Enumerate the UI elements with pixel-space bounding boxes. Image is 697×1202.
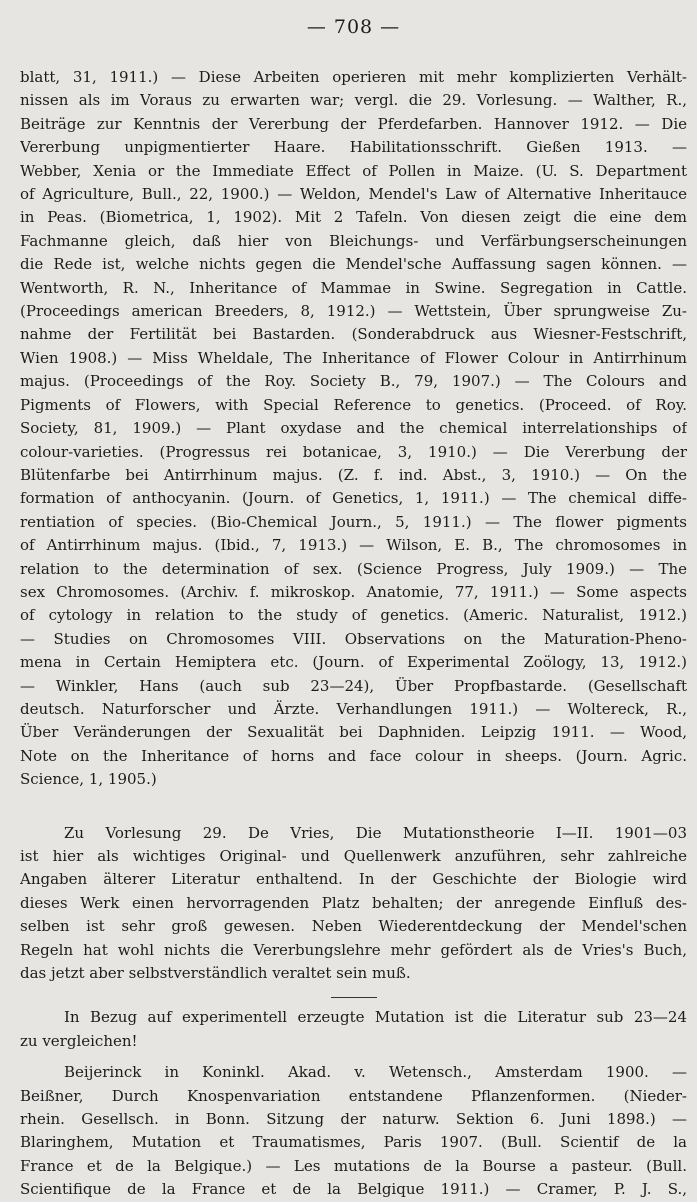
page-number: — 708 —	[306, 16, 401, 38]
text-line: of cytology in relation to the study of genetics. (Americ. Naturalist, 1912.)	[20, 606, 687, 625]
text-line: — Studies on Chromosomes VIII. Observations on the Maturation-Pheno-	[20, 629, 687, 648]
text-line: Blaringhem, Mutation et Traumatismes, Paris 1907. (Bull. Scientif de la	[20, 1133, 687, 1152]
text-line: Vererbung unpigmentierter Haare. Habilitationsschrift. Gießen 1913. —	[20, 138, 687, 157]
paragraph-spacer	[20, 792, 687, 822]
text-line: colour-varieties. (Progressus rei botanicae, 3, 1910.) — Die Vererbung der	[20, 442, 687, 461]
paragraph-spacer	[20, 1053, 687, 1061]
text-line: in Peas. (Biometrica, 1, 1902). Mit 2 Tafeln. Von diesen zeigt die eine dem	[20, 208, 687, 227]
mutation-intro	[20, 1006, 687, 1053]
text-line: ist hier als wichtiges Original- und Quellenwerk anzuführen, sehr zahlreiche	[20, 847, 687, 865]
text-line: dieses Werk einen hervorragenden Platz behalten; der anregende Einfluß des-	[20, 893, 687, 912]
text-line: deutsch. Naturforscher und Ärzte. Verhandlungen 1911.) — Woltereck, R.,	[20, 699, 687, 718]
text-line: Note on the Inheritance of horns and face colour in sheeps. (Journ. Agric.	[20, 746, 687, 765]
text-line: mena in Certain Hemiptera etc. (Journ. of Experimental Zoölogy, 13, 1912.)	[20, 653, 687, 672]
text-line: (Proceedings american Breeders, 8, 1912.) — Wettstein, Über sprungweise Zu-	[20, 302, 687, 321]
text-line: In Bezug auf experimentell erzeugte Mutation ist die Literatur sub 23—24	[64, 1008, 687, 1027]
text-line: formation of anthocyanin. (Journ. of Genetics, 1, 1911.) — The chemical diffe-	[20, 489, 687, 508]
text-line: Science, 1, 1905.)	[20, 770, 157, 789]
text-line: Angaben älterer Literatur enthaltend. In der Geschichte der Biologie wird	[20, 870, 687, 889]
text-line: Webber, Xenia or the Immediate Effect of Pollen in Maize. (U. S. Department	[20, 161, 687, 180]
text-line: Beißner, Durch Knospenvariation entstandene Pflanzenformen. (Nieder-	[20, 1086, 687, 1105]
text-line: Zu Vorlesung 29. De Vries, Die Mutationstheorie I—II. 1901—03	[64, 823, 687, 842]
text-line: nissen als im Voraus zu erwarten war; vergl. die 29. Vorlesung. — Walther, R.,	[20, 91, 687, 110]
text-line: Beiträge zur Kenntnis der Vererbung der Pferdefarben. Hannover 1912. — Die	[20, 114, 687, 133]
text-line: Wentworth, R. N., Inheritance of Mammae in Swine. Segregation in Cattle.	[20, 278, 687, 297]
text-line: relation to the determination of sex. (Science Progress, July 1909.) — The	[20, 559, 687, 578]
text-line: Regeln hat wohl nichts die Vererbungslehre mehr gefördert als de Vries's Buch,	[20, 940, 687, 959]
text-line: das jetzt aber selbstverständlich veraltet sein muß.	[20, 964, 411, 983]
text-line: selben ist sehr groß gewesen. Neben Wiederentdeckung der Mendel'schen	[20, 917, 687, 936]
text-line: blatt, 31, 1911.) — Diese Arbeiten operieren mit mehr komplizierten Verhält-	[20, 68, 687, 86]
text-line: majus. (Proceedings of the Roy. Society B., 79, 1907.) — The Colours and	[20, 372, 687, 391]
text-line: Pigments of Flowers, with Special Reference to genetics. (Proceed. of Roy.	[20, 395, 687, 414]
text-line: Beijerinck in Koninkl. Akad. v. Wetensch., Amsterdam 1900. —	[64, 1063, 687, 1082]
text-line: Fachmanne gleich, daß hier von Bleichungs- und Verfärbungserscheinungen	[20, 231, 687, 250]
text-line: zu vergleichen!	[20, 1031, 138, 1050]
text-line: — Winkler, Hans (auch sub 23—24), Über Propfbastarde. (Gesellschaft	[20, 676, 687, 695]
lecture-29-paragraph	[20, 822, 687, 986]
text-line: Über Veränderungen der Sexualität bei Daphniden. Leipzig 1911. — Wood,	[20, 723, 687, 742]
bibliography-continued	[20, 66, 687, 792]
text-line: France et de la Belgique.) — Les mutations de la Bourse a pasteur. (Bull.	[20, 1156, 687, 1175]
text-line: Blütenfarbe bei Antirrhinum majus. (Z. f. ind. Abst., 3, 1910.) — On the	[20, 465, 687, 484]
text-line: Society, 81, 1909.) — Plant oxydase and the chemical interrelationships of	[20, 419, 687, 438]
text-line: Scientifique de la France et de la Belgique 1911.) — Cramer, P. J. S.,	[20, 1180, 687, 1199]
text-line: sex Chromosomes. (Archiv. f. mikroskop. Anatomie, 77, 1911.) — Some aspects	[20, 582, 687, 601]
mutation-bibliography	[20, 1061, 687, 1201]
text-line: rhein. Gesellsch. in Bonn. Sitzung der naturw. Sektion 6. Juni 1898.) —	[20, 1110, 687, 1129]
text-line: of Agriculture, Bull., 22, 1900.) — Weldon, Mendel's Law of Alternative Inheritauce	[20, 185, 687, 204]
text-line: of Antirrhinum majus. (Ibid., 7, 1913.) — Wilson, E. B., The chromosomes in	[20, 536, 687, 555]
text-line: Wien 1908.) — Miss Wheldale, The Inheritance of Flower Colour in Antirrhinum	[20, 348, 687, 367]
section-divider	[331, 997, 377, 998]
text-line: rentiation of species. (Bio-Chemical Journ., 5, 1911.) — The flower pigments	[20, 512, 687, 531]
text-line: nahme der Fertilität bei Bastarden. (Sonderabdruck aus Wiesner-Festschrift,	[20, 325, 687, 344]
text-line: die Rede ist, welche nichts gegen die Mendel'sche Auffassung sagen können. —	[20, 255, 687, 274]
